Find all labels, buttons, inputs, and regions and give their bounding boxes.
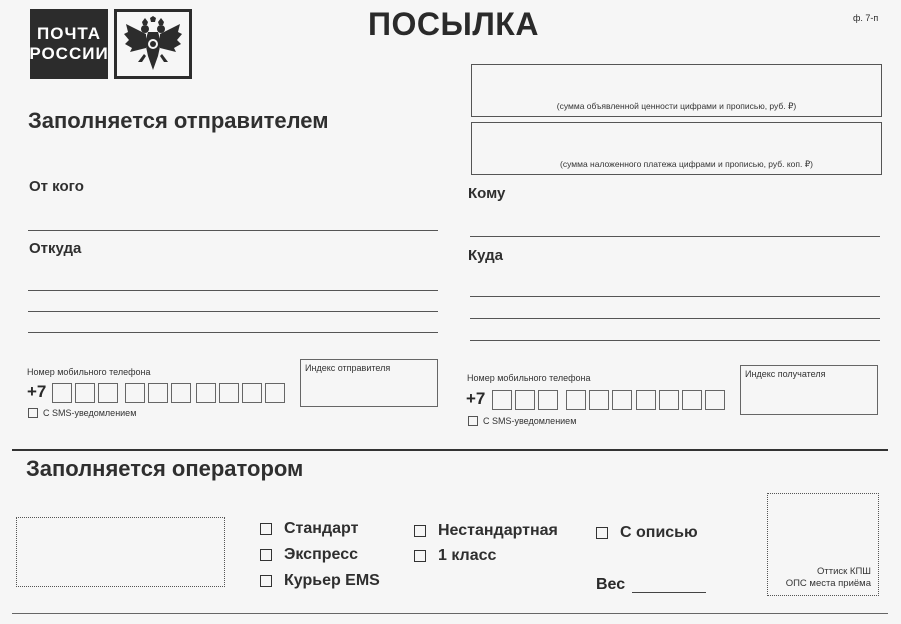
phone-digit-box[interactable] (492, 390, 512, 410)
cod-amount-caption: (сумма наложенного платежа цифрами и прописью, руб. коп. ₽) (560, 159, 813, 169)
phone-digit-box[interactable] (682, 390, 702, 410)
phone-digit-box[interactable] (98, 383, 118, 403)
checkbox-icon (260, 575, 272, 587)
phone-digit-box[interactable] (171, 383, 191, 403)
phone-digit-box[interactable] (196, 383, 216, 403)
checkbox-icon (414, 550, 426, 562)
checkbox-icon (260, 549, 272, 561)
recipient-sms-checkbox[interactable] (468, 416, 478, 426)
sender-index-field[interactable] (300, 359, 438, 407)
recipient-index-label: Индекс получателя (745, 369, 826, 379)
phone-digit-box[interactable] (242, 383, 262, 403)
from-where-line-1[interactable] (28, 290, 438, 291)
phone-digit-box[interactable] (125, 383, 145, 403)
option-nonstandard-label: Нестандартная (438, 522, 558, 539)
stamp-caption-line-2: ОПС места приёма (785, 578, 871, 589)
from-label: От кого (29, 178, 84, 195)
to-where-line-3[interactable] (470, 340, 880, 341)
phone-digit-box[interactable] (612, 390, 632, 410)
option-first-class-label: 1 класс (438, 547, 497, 564)
sender-index-label: Индекс отправителя (305, 363, 391, 373)
option-with-inventory[interactable] (596, 524, 698, 542)
recipient-phone-prefix: +7 (466, 389, 486, 408)
to-where-line-1[interactable] (470, 296, 880, 297)
checkbox-icon (596, 527, 608, 539)
option-express-label: Экспресс (284, 546, 358, 563)
russian-post-logo (30, 9, 108, 79)
checkbox-icon (414, 525, 426, 537)
barcode-area (16, 517, 225, 587)
form-title: ПОСЫЛКА (368, 6, 539, 42)
declared-value-caption: (сумма объявленной ценности цифрами и прописью, руб. ₽) (556, 101, 797, 111)
from-where-line-2[interactable] (28, 311, 438, 312)
to-line[interactable] (470, 236, 880, 237)
phone-digit-box[interactable] (566, 390, 586, 410)
phone-digit-box[interactable] (705, 390, 725, 410)
phone-digit-box[interactable] (148, 383, 168, 403)
to-label: Кому (468, 185, 506, 202)
weight-label: Вес (596, 576, 626, 593)
phone-digit-box[interactable] (52, 383, 72, 403)
logo-line-2: РОССИИ (29, 44, 109, 63)
declared-value-field[interactable] (471, 64, 882, 117)
checkbox-icon (260, 523, 272, 535)
option-standard[interactable] (260, 520, 358, 538)
recipient-phone-label: Номер мобильного телефона (467, 373, 591, 383)
double-headed-eagle-icon (122, 16, 184, 72)
recipient-index-field[interactable] (740, 365, 878, 415)
option-standard-label: Стандарт (284, 520, 359, 537)
bottom-line (12, 613, 888, 614)
phone-digit-box[interactable] (219, 383, 239, 403)
weight-input-line[interactable] (632, 592, 706, 593)
form-code: ф. 7-п (853, 13, 879, 23)
option-nonstandard[interactable] (414, 522, 558, 540)
emblem-frame (114, 9, 192, 79)
sender-phone-label: Номер мобильного телефона (27, 367, 151, 377)
cod-amount-field[interactable] (471, 122, 882, 175)
option-courier-ems[interactable] (260, 572, 380, 590)
operator-section-title: Заполняется оператором (26, 456, 304, 481)
recipient-sms-label: С SMS-уведомлением (483, 416, 577, 426)
to-where-label: Куда (468, 247, 503, 264)
phone-digit-box[interactable] (75, 383, 95, 403)
logo-line-1: ПОЧТА (37, 24, 101, 43)
from-where-line-3[interactable] (28, 332, 438, 333)
phone-digit-box[interactable] (659, 390, 679, 410)
from-line[interactable] (28, 230, 438, 231)
stamp-caption-line-1: Оттиск КПШ (816, 566, 871, 577)
option-courier-ems-label: Курьер EMS (284, 572, 380, 589)
to-where-line-2[interactable] (470, 318, 880, 319)
phone-digit-box[interactable] (515, 390, 535, 410)
stamp-caption (786, 566, 871, 590)
sender-sms-checkbox[interactable] (28, 408, 38, 418)
phone-digit-box[interactable] (265, 383, 285, 403)
phone-digit-box[interactable] (589, 390, 609, 410)
phone-digit-box[interactable] (636, 390, 656, 410)
phone-digit-box[interactable] (538, 390, 558, 410)
option-with-inventory-label: С описью (620, 524, 698, 541)
sender-phone-prefix: +7 (27, 382, 47, 401)
sender-section-title: Заполняется отправителем (28, 108, 329, 133)
from-where-label: Откуда (29, 240, 82, 257)
option-first-class[interactable] (414, 547, 496, 565)
section-divider (12, 449, 888, 451)
option-express[interactable] (260, 546, 358, 564)
sender-sms-label: С SMS-уведомлением (43, 408, 137, 418)
